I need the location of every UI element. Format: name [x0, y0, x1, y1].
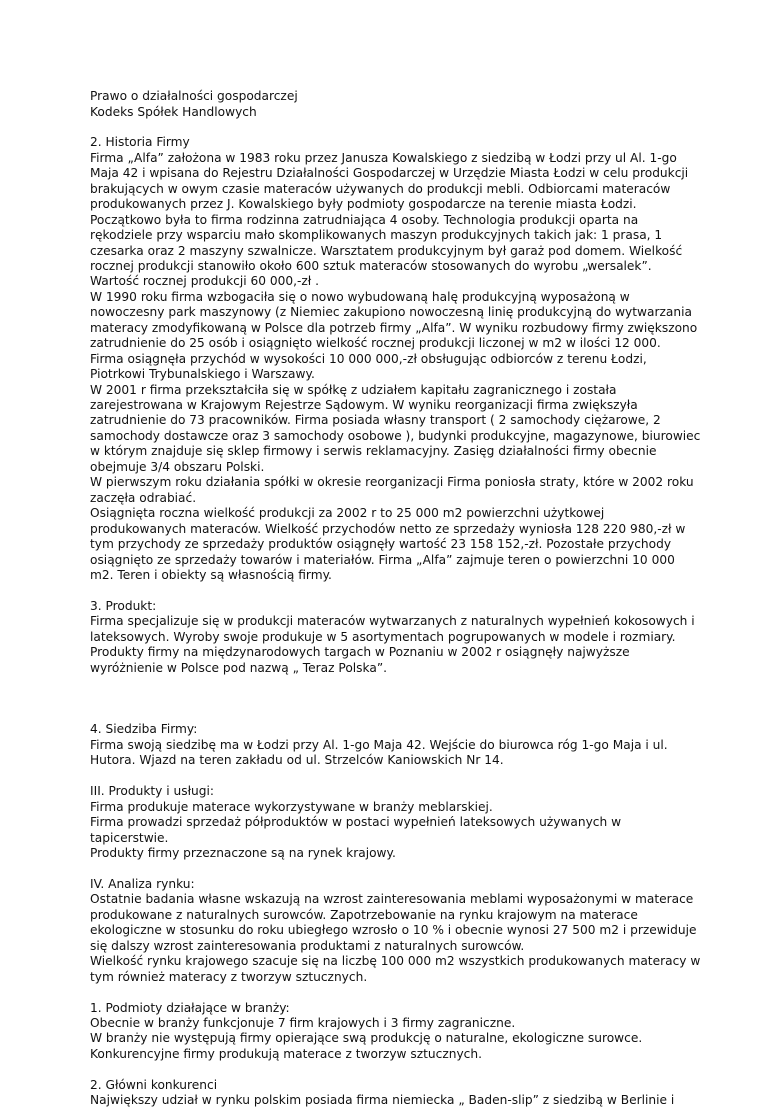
text-line: Firma produkuje materace wykorzystywane w branży meblarskiej. [90, 799, 493, 814]
text-line: Osiągnięta roczna wielkość produkcji za 2002 r to 25 000 m2 powierzchni użytkowej [90, 506, 605, 521]
text-line: w którym znajduje się sklep firmowy i serwis reklamacyjny. Zasięg działalności firmy obecnie [90, 444, 657, 459]
text-line: brakujących w owym czasie materaców używanych do produkcji mebli. Odbiorcami materaców [90, 181, 671, 196]
text-line: Piotrkowi Trybunalskiego i Warszawy. [90, 367, 315, 382]
text-line: W branży nie występują firmy opierające swą produkcję o naturalne, ekologiczne surowce. [90, 1031, 643, 1046]
text-line: się dalszy wzrost zainteresowania produktami z naturalnych surowców. [90, 938, 525, 953]
text-line: czesarka oraz 2 maszyny szwalnicze. Warsztatem produkcyjnym był garaż pod domem. Wielkość [90, 243, 683, 258]
text-line: materacy zmodyfikowaną w Polsce dla potrzeb firmy „Alfa”. W wyniku rozbudowy firmy zwiększono [90, 320, 698, 335]
text-line: W pierwszym roku działania spółki w okresie reorganizacji Firma poniosła straty, które w 2002 roku [90, 475, 694, 490]
text-line: Produkty firmy na międzynarodowych targach w Poznaniu w 2002 r osiągnęły najwyższe [90, 645, 630, 660]
text-line: Firma prowadzi sprzedaż półproduktów w postaci wypełnień lateksowych używanych w [90, 815, 622, 830]
text-line: tym również materacy z tworzyw sztucznych. [90, 969, 368, 984]
text-line: Maja 42 i wpisana do Rejestru Działalności Gospodarczej w Urzędzie Miasta Łodzi w celu produkcji [90, 166, 689, 181]
text-line: W 1990 roku firma wzbogaciła się o nowo wybudowaną halę produkcyjną wyposażoną w [90, 289, 630, 304]
text-line: osiągnięto ze sprzedaży towarów i materiałów. Firma „Alfa” zajmuje teren o powierzchni 10 000 [90, 552, 675, 567]
text-line: produkowanych materaców. Wielkość przychodów netto ze sprzedaży wyniosła 128 220 980,-zł w [90, 521, 686, 536]
text-line: zatrudnienie do 73 pracowników. Firma posiada własny transport ( 2 samochody ciężarowe, 2 [90, 413, 661, 428]
text-line: Firma specjalizuje się w produkcji materaców wytwarzanych z naturalnych wypełnień kokosowych i [90, 614, 695, 629]
text-line: rękodziele przy wsparciu mało skomplikowanych maszyn produkcyjnych takich jak: 1 prasa, 1 [90, 228, 663, 242]
text-line: 4. Siedziba Firmy: [90, 722, 198, 737]
text-line: Wielkość rynku krajowego szacuje się na liczbę 100 000 m2 wszystkich produkowanych materacy w [90, 954, 701, 969]
text-line: Ostatnie badania własne wskazują na wzrost zainteresowania meblami wyposażonymi w materace [90, 892, 694, 907]
text-line: nowoczesny park maszynowy (z Niemiec zakupiono nowoczesną linię produkcyjną do wytwarzania [90, 305, 692, 320]
text-line: rocznej produkcji stanowiło około 600 sztuk materaców stosowanych do wyrobu „wersalek”. [90, 258, 652, 273]
text-line: m2. Teren i obiekty są własnością firmy. [90, 568, 332, 582]
text-line: Firma osiągnęła przychód w wysokości 10 000 000,-zł obsługując odbiorców z terenu Łodzi, [90, 351, 647, 366]
text-line: produkowane z naturalnych surowców. Zapotrzebowanie na rynku krajowym na materace [90, 907, 638, 922]
text-line: samochody dostawcze oraz 3 samochody osobowe ), budynki produkcyjne, magazynowe, biurowiec [90, 428, 701, 443]
text-line: Firma „Alfa” założona w 1983 roku przez Janusza Kowalskiego z siedzibą w Łodzi przy ul Al. 1-go [90, 150, 677, 165]
text-line: zaczęła odrabiać. [90, 490, 197, 505]
text-line: Kodeks Spółek Handlowych [90, 104, 257, 119]
text-line: produkowanych przez J. Kowalskiego były podmioty gospodarcze na terenie miasta Łodzi. [90, 197, 637, 212]
text-line: Hutora. Wjazd na teren zakładu od ul. Strzelców Kaniowskich Nr 14. [90, 753, 504, 768]
text-line: tym przychody ze sprzedaży produktów osiągnęły wartość 23 158 152,-zł. Pozostałe przychody [90, 537, 672, 551]
text-line: lateksowych. Wyroby swoje produkuje w 5 asortymentach pogrupowanych w modele i rozmiary. [90, 629, 676, 644]
text-line: 2. Historia Firmy [90, 135, 190, 150]
text-line: 3. Produkt: [90, 598, 157, 613]
text-line: Firma swoją siedzibę ma w Łodzi przy Al. 1-go Maja 42. Wejście do biurowca róg 1-go Maja i ul. [90, 737, 668, 752]
text-line: Prawo o działalności gospodarczej [90, 89, 298, 103]
text-line: wyróżnienie w Polsce pod nazwą „ Teraz Polska”. [90, 660, 388, 675]
text-line: obejmuje 3/4 obszaru Polski. [90, 459, 265, 474]
text-line: W 2001 r firma przekształciła się w spółkę z udziałem kapitału zagranicznego i została [90, 382, 617, 397]
text-line: Obecnie w branży funkcjonuje 7 firm krajowych i 3 firmy zagraniczne. [90, 1016, 516, 1030]
text-line: IV. Analiza rynku: [90, 876, 195, 891]
text-line: Największy udział w rynku polskim posiada firma niemiecka „ Baden-slip” z siedzibą w Berlinie i [90, 1093, 675, 1108]
text-line: tapicerstwie. [90, 830, 169, 845]
text-line: Konkurencyjne firmy produkują materace z tworzyw sztucznych. [90, 1046, 482, 1061]
text-line: Początkowo była to firma rodzinna zatrudniająca 4 osoby. Technologia produkcji oparta na [90, 212, 639, 227]
text-line: ekologiczne w stosunku do roku ubiegłego wzrosło o 10 % i obecnie wynosi 27 500 m2 i przewiduje [90, 923, 697, 938]
text-line: III. Produkty i usługi: [90, 784, 214, 799]
text-line: 1. Podmioty działające w branży: [90, 1000, 290, 1015]
text-line: 2. Główni konkurenci [90, 1077, 218, 1092]
text-line: zatrudnienie do 25 osób i osiągnięto wielkość rocznej produkcji liczonej w m2 w ilości 12 000. [90, 336, 661, 351]
text-line: Wartość rocznej produkcji 60 000,-zł . [90, 274, 320, 289]
text-line: Produkty firmy przeznaczone są na rynek krajowy. [90, 846, 396, 860]
text-line: zarejestrowana w Krajowym Rejestrze Sądowym. W wyniku reorganizacji firma zwiększyła [90, 398, 638, 412]
